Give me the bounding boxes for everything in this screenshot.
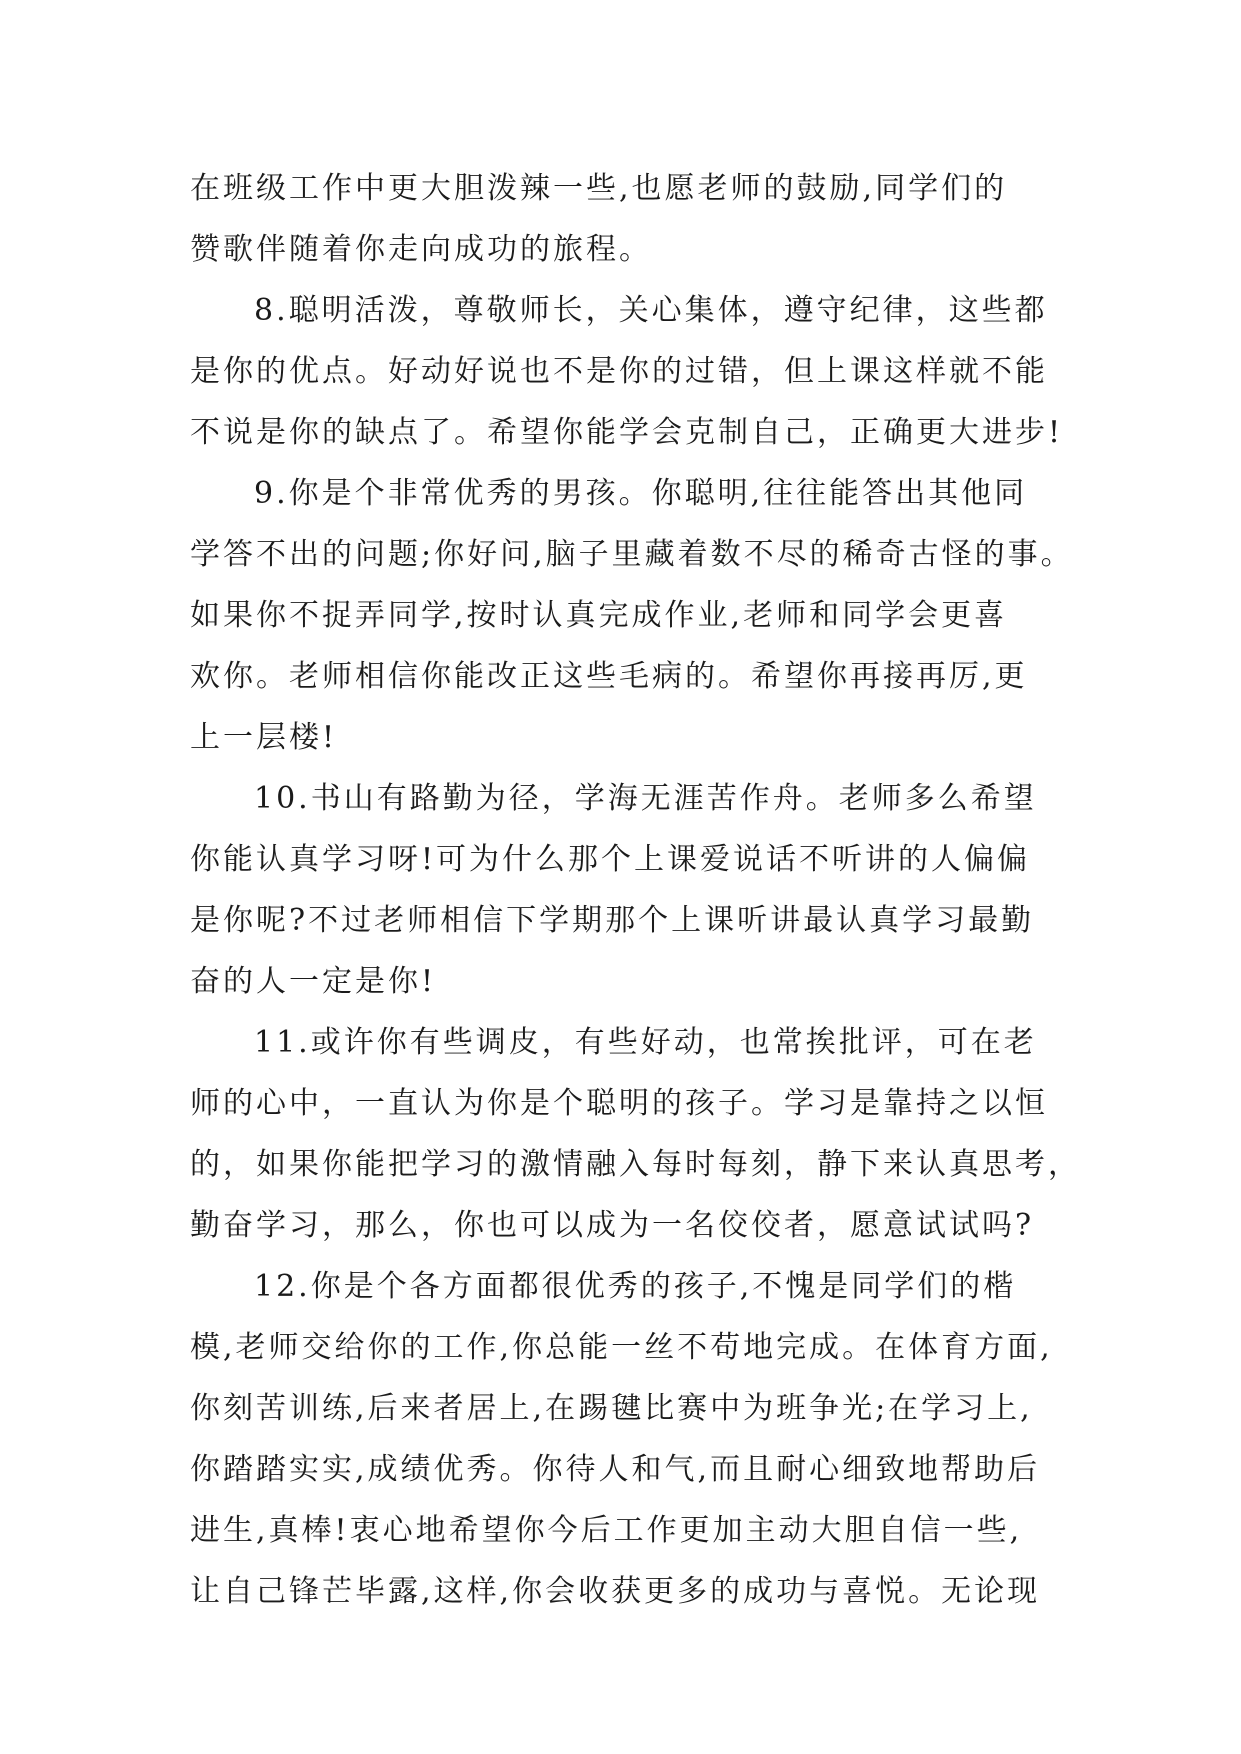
text-line: 上一层楼!: [190, 720, 338, 755]
text-line: 不说是你的缺点了。希望你能学会克制自己，正确更大进步!: [190, 415, 1064, 450]
paragraph-8: [190, 280, 1064, 463]
text-line: 9.你是个非常优秀的男孩。你聪明,往往能答出其他同: [254, 476, 1028, 511]
text-line: 学答不出的问题;你好问,脑子里藏着数不尽的稀奇古怪的事。: [190, 537, 1074, 572]
document-body: [190, 158, 1081, 1622]
text-line: 勤奋学习，那么，你也可以成为一名佼佼者，愿意试试吗?: [190, 1208, 1035, 1243]
text-line: 你能认真学习呀!可为什么那个上课爱说话不听讲的人偏偏: [190, 842, 1031, 877]
text-line: 10.书山有路勤为径，学海无涯苦作舟。老师多么希望: [254, 781, 1037, 816]
text-line: 欢你。老师相信你能改正这些毛病的。希望你再接再厉,更: [190, 659, 1028, 694]
text-line: 12.你是个各方面都很优秀的孩子,不愧是同学们的楷: [254, 1269, 1017, 1304]
text-line: 师的心中，一直认为你是个聪明的孩子。学习是靠持之以恒: [190, 1086, 1048, 1121]
paragraph-10: [190, 768, 1060, 1012]
text-line: 的，如果你能把学习的激情融入每时每刻，静下来认真思考，: [190, 1147, 1081, 1182]
text-line: 奋的人一定是你!: [190, 964, 437, 999]
text-line: 如果你不捉弄同学,按时认真完成作业,老师和同学会更喜: [190, 598, 1008, 633]
text-line: 让自己锋芒毕露,这样,你会收获更多的成功与喜悦。无论现: [190, 1574, 1041, 1609]
paragraph-12: [190, 1256, 1060, 1622]
text-line: 8.聪明活泼，尊敬师长，关心集体，遵守纪律，这些都: [254, 293, 1048, 328]
text-line: 你踏踏实实,成绩优秀。你待人和气,而且耐心细致地帮助后: [190, 1452, 1041, 1487]
text-line: 赞歌伴随着你走向成功的旅程。: [190, 232, 652, 267]
text-line: 是你呢?不过老师相信下学期那个上课听讲最认真学习最勤: [190, 903, 1035, 938]
paragraph-continuation: [190, 158, 1060, 280]
text-line: 进生,真棒!衷心地希望你今后工作更加主动大胆自信一些,: [190, 1513, 1023, 1548]
paragraph-11: [190, 1012, 1081, 1256]
text-line: 11.或许你有些调皮，有些好动，也常挨批评，可在老: [254, 1025, 1037, 1060]
paragraph-9: [190, 463, 1074, 768]
text-line: 在班级工作中更大胆泼辣一些,也愿老师的鼓励,同学们的: [190, 171, 1008, 206]
text-line: 模,老师交给你的工作,你总能一丝不苟地完成。在体育方面,: [190, 1330, 1053, 1365]
text-line: 你刻苦训练,后来者居上,在踢毽比赛中为班争光;在学习上,: [190, 1391, 1033, 1426]
text-line: 是你的优点。好动好说也不是你的过错，但上课这样就不能: [190, 354, 1048, 389]
